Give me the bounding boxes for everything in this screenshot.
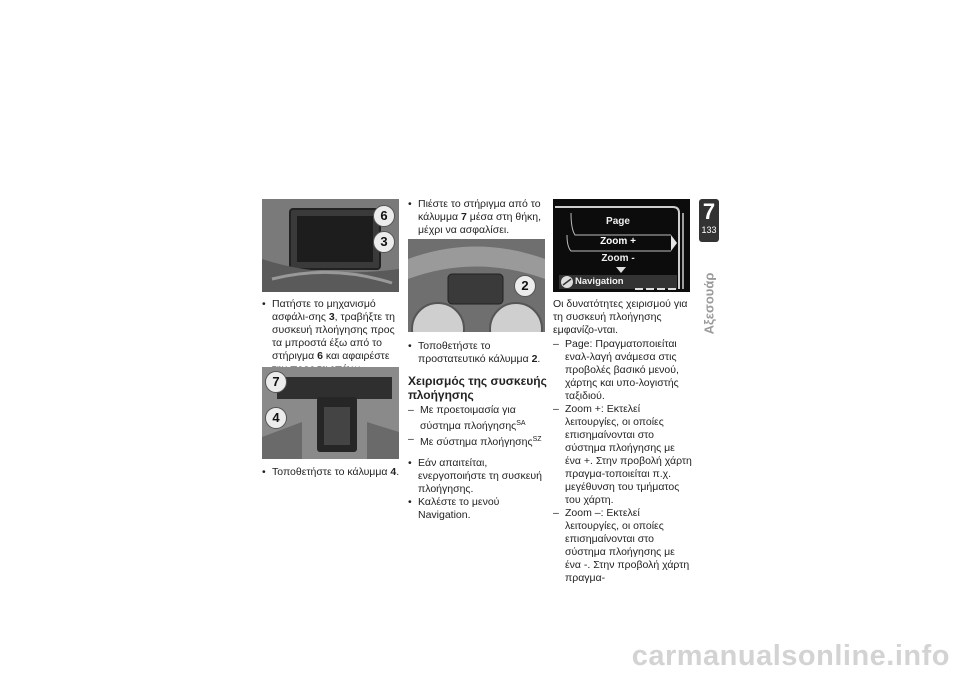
figure-navigation-menu: [553, 199, 690, 292]
menu-item-page[interactable]: Page: [606, 216, 630, 227]
section-heading-operation: Χειρισμός της συσκευής πλοήγησης: [408, 374, 547, 402]
step-press-holder: • Πιέστε το στήριγμα από το κάλυμμα 7 μέσα στη θήκη, μέχρι να ασφαλίσει.: [408, 198, 548, 237]
menu-desc-zoom-minus: – Zoom –: Εκτελεί λειτουργίες, οι οποίες επισημαίνονται στο σύστημα πλοήγησης με ένα -. Στην προβολή χάρτη πραγμα-: [553, 507, 693, 585]
figure-navigator-removal: [262, 199, 399, 292]
step-call-menu: • Καλέστε το μενού Navigation.: [408, 496, 548, 522]
callout-2: 2: [514, 275, 536, 297]
menu-desc-zoom-plus: – Zoom +: Εκτελεί λειτουργίες, οι οποίες επισημαίνονται στο σύστημα πλοήγησης με ένα +. Στην προβολή χάρτη πραγμα-τοποιείται π.χ. μεγέθυνση του τμήματος του χάρτη.: [553, 403, 693, 507]
page-number: 133: [701, 225, 717, 235]
callout-4: 4: [265, 407, 287, 429]
chapter-tab: [699, 199, 719, 242]
column-2-text-a: [408, 198, 548, 237]
step-activate-device: • Εάν απαιτείται, ενεργοποιήστε τη συσκευή πλοήγησης.: [408, 457, 548, 496]
callout-7: 7: [265, 371, 287, 393]
step-remove-navigator: • Πατήστε το μηχανισμό ασφάλι-σης 3, τραβήξτε τη συσκευή πλοήγησης προς τα μπροστά έξω από το στήριγμα 6 και αφαιρέστε: [262, 298, 402, 376]
column-2-text-b: [408, 340, 548, 522]
watermark: carmanualsonline.info: [631, 640, 950, 672]
menu-intro: Οι δυνατότητες χειρισμού για τη συσκευή πλοήγησης εμφανίζο-νται.: [553, 298, 688, 336]
chapter-number: 7: [702, 199, 716, 224]
menu-item-zoom-plus[interactable]: Zoom +: [600, 236, 636, 247]
condition-nav-sz: – Με σύστημα πλοήγησης$^{SZ}$: [408, 433, 548, 449]
column-1-text-b: [262, 466, 402, 479]
condition-prep-sa: – Με προετοιμασία για σύστημα πλοήγησης$^{SA}$: [408, 404, 548, 433]
column-1-text-a: [262, 298, 402, 376]
callout-6: 6: [373, 205, 395, 227]
step-place-cover: • Τοποθετήστε το κάλυμμα 4.: [262, 466, 402, 479]
menu-desc-page: – Page: Πραγματοποιείται εναλ-λαγή ανάμεσα στις προβολές βασικό μενού, χάρτης και υπο-λογιστής ταξιδιού.: [553, 338, 693, 403]
figure-protective-cover: [408, 239, 545, 332]
section-side-label: Αξεσουάρ: [701, 272, 717, 335]
menu-item-zoom-minus[interactable]: Zoom -: [601, 253, 635, 264]
figure-cover-install: [262, 367, 399, 459]
callout-3: 3: [373, 231, 395, 253]
column-3-text: [553, 298, 693, 585]
menu-title-navigation[interactable]: Navigation: [575, 276, 624, 287]
step-place-protective-cover: • Τοποθετήστε το προστατευτικό κάλυμμα 2.: [408, 340, 548, 366]
